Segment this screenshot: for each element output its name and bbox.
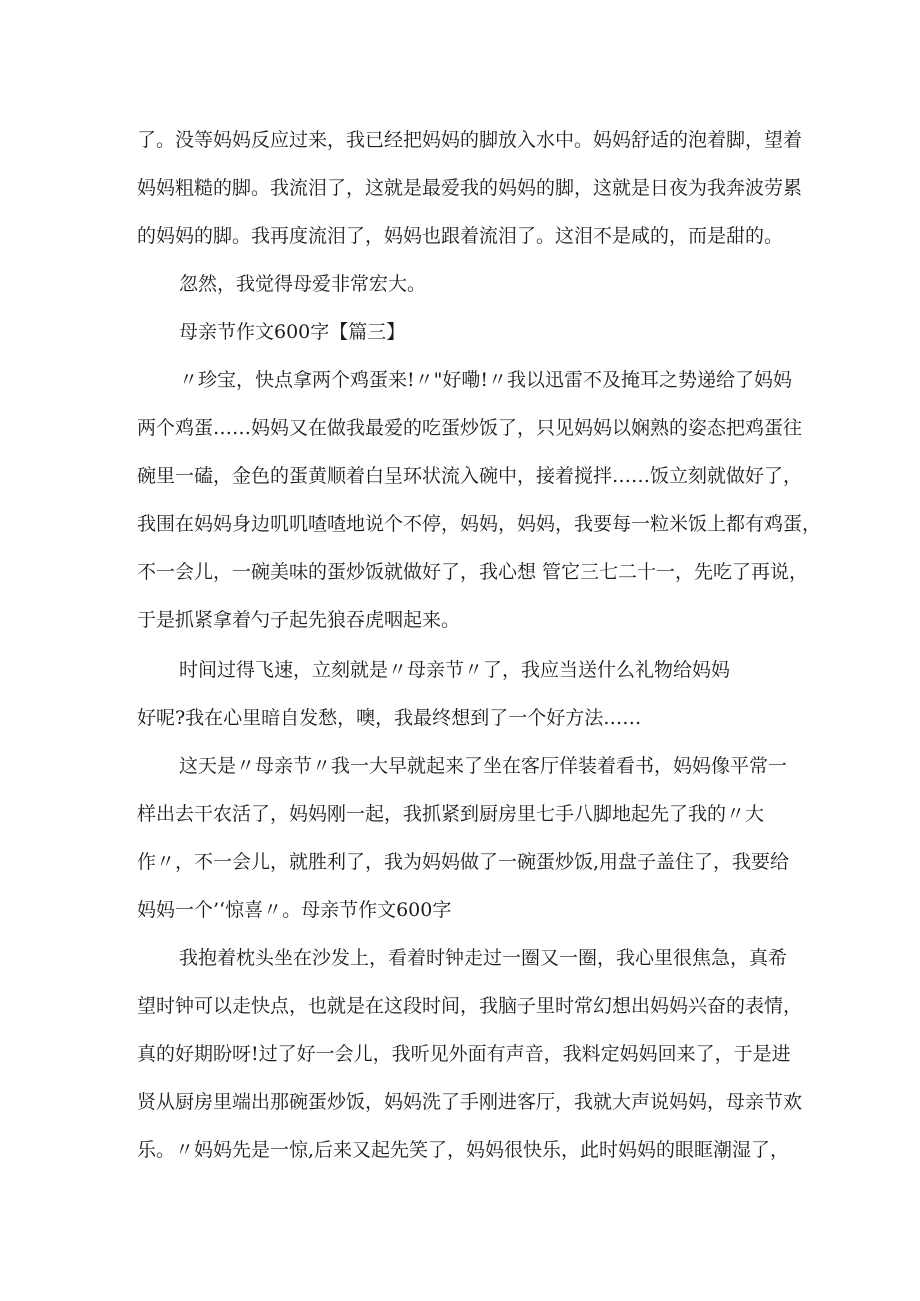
- text-line: 于是抓紧拿着勺子起先狼吞虎咽起来。: [137, 609, 461, 631]
- text-line: 作〃，不一会儿，就胜利了，我为妈妈做了一碗蛋炒饭,用盘子盖住了，我要给: [137, 851, 790, 873]
- text-line: 真的好期盼呀!过了好一会儿，我听见外面有声音，我料定妈妈回来了，于是进: [137, 1043, 791, 1065]
- text-line: 妈妈一个’‘惊喜〃。母亲节作文600字: [137, 899, 452, 921]
- text-line: 乐。〃妈妈先是一惊,后来又起先笑了，妈妈很快乐，此时妈妈的眼眶潮湿了，: [137, 1139, 790, 1161]
- text-line: 不一会儿，一碗美味的蛋炒饭就做好了，我心想 管它三七二十一，先吃了再说，: [137, 561, 809, 583]
- text-line: 妈妈粗糙的脚。我流泪了，这就是最爱我的妈妈的脚，这就是日夜为我奔波劳累: [137, 177, 803, 199]
- text-line: 忽然，我觉得母爱非常宏大。: [179, 273, 427, 295]
- text-line: 〃珍宝，快点拿两个鸡蛋来!〃"好嘞!〃我以迅雷不及掩耳之势递给了妈妈: [179, 369, 793, 391]
- text-line: 好呢?我在心里暗自发愁，噢，我最终想到了一个好方法……: [137, 707, 642, 729]
- text-line: 我围在妈妈身边叽叽喳喳地说个不停，妈妈，妈妈，我要每一粒米饭上都有鸡蛋，: [137, 513, 822, 535]
- text-line: 我抱着枕头坐在沙发上，看着时钟走过一圈又一圈，我心里很焦急，真希: [179, 947, 788, 969]
- text-line: 时间过得飞速，立刻就是〃母亲节〃了，我应当送什么礼物给妈妈: [179, 659, 731, 681]
- text-line: 两个鸡蛋……妈妈又在做我最爱的吃蛋炒饭了，只见妈妈以娴熟的姿态把鸡蛋往: [137, 417, 803, 439]
- text-line: 的妈妈的脚。我再度流泪了，妈妈也跟着流泪了。这泪不是咸的，而是甜的。: [137, 225, 784, 247]
- text-line: 贤从厨房里端出那碗蛋炒饭，妈妈洗了手刚进客厅，我就大声说妈妈，母亲节欢: [137, 1091, 803, 1113]
- section-heading: 母亲节作文600字【篇三】: [179, 321, 406, 343]
- text-line: 这天是〃母亲节〃我一大早就起来了坐在客厅佯装着看书，妈妈像平常一: [179, 755, 788, 777]
- text-line: 碗里一磕，金色的蛋黄顺着白呈环状流入碗中，接着搅拌……饭立刻就做好了，: [137, 465, 803, 487]
- text-line: 望时钟可以走快点，也就是在这段时间，我脑子里时常幻想出妈妈兴奋的表情，: [137, 995, 803, 1017]
- text-line: 了。没等妈妈反应过来，我已经把妈妈的脚放入水中。妈妈舒适的泡着脚，望着: [137, 129, 803, 151]
- text-line: 样出去干农活了，妈妈刚一起，我抓紧到厨房里七手八脚地起先了我的〃大: [137, 803, 765, 825]
